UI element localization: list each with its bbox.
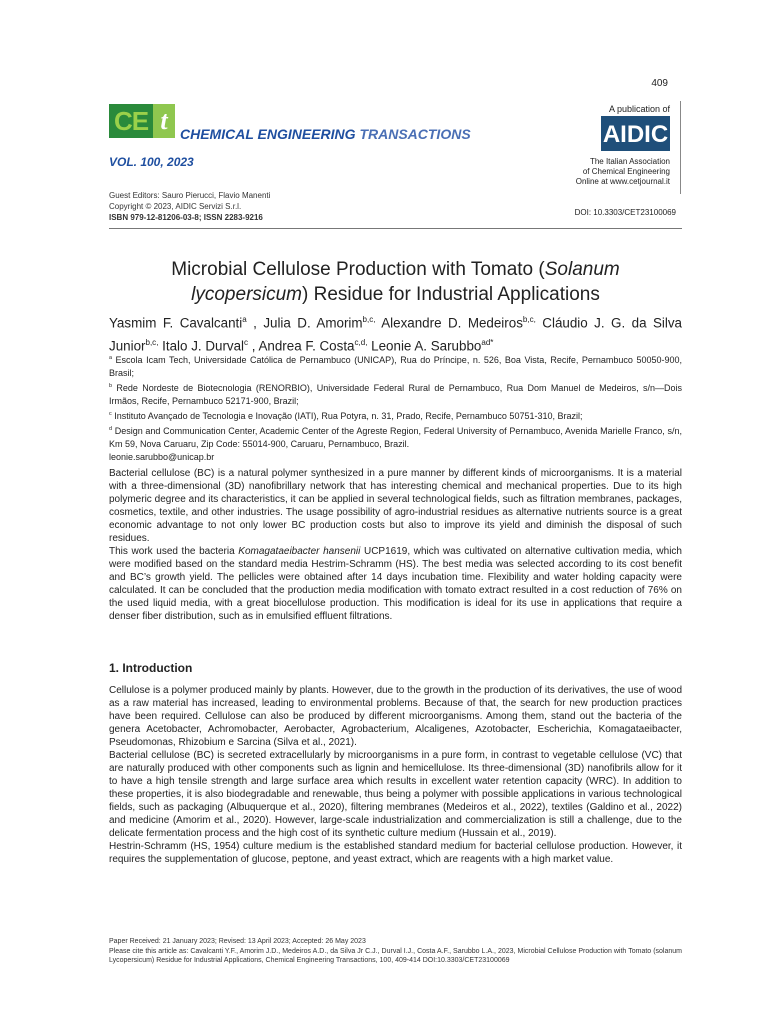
affiliation-item: $^c$ Instituto Avançado de Tecnologia e Inovação (IATI), Rua Potyra, n. 31, Prado, Recife, Pernambuco 50751-310, Brazil; bbox=[109, 411, 583, 421]
volume: VOL. 100, 2023 bbox=[109, 155, 194, 169]
abstract bbox=[109, 467, 682, 623]
intro-paragraph: Cellulose is a polymer produced mainly by plants. However, due to the growth in the production of its derivatives, the use of wood as a raw material has increased, leading to environmental problems. Because of that, the search for new production practices have been required. Cellulose can also be produced by different microorganisms. Among them, stand out the bacteria of the genera Acetobacter, Achromobacter, Aerobacter, Agrobacterium, Alcaligenes, Azotobacter, Escherichia, Komagataeibacter, Pseudomonas, Rhizobium e Sarcina (Silva et al., 2021). bbox=[109, 685, 682, 748]
association-info: The Italian Association of Chemical Engineering Online at www.cetjournal.it bbox=[575, 157, 670, 186]
section-heading: 1. Introduction bbox=[109, 661, 193, 675]
header-rule bbox=[109, 228, 682, 229]
intro-paragraph: Hestrin-Schramm (HS, 1954) culture medium is the established standard medium for bacterial cellulose production. However, it requires the supplementation of glucose, peptone, and yeast extract, which are reagents with a high market value. bbox=[109, 841, 682, 865]
authors: Yasmim F. Cavalcanti$^a$ , Julia D. Amorim$^{b,c,}$ Alexandre D. Medeiros$^{b,c,}$ Cláudio J. G. da Silva Junior$^{b,c,}$ Italo J. Durval$^c$ , Andrea F. Costa$^{c,d,}$ Leonie A. Sarubbo$^{ad*}$ bbox=[109, 315, 682, 354]
affiliation-item: $^a$ Escola Icam Tech, Universidade Católica de Pernambuco (UNICAP), Rua do Príncipe, n. 526, Boa Vista, Recife, Pernambuco 50050-900, Brasil; bbox=[109, 355, 682, 378]
editors-block: Guest Editors: Sauro Pierucci, Flavio Manenti Copyright © 2023, AIDIC Servizi S.r.l. ISBN 979-12-81206-03-8; ISSN 2283-9216 bbox=[109, 191, 271, 222]
cet-logo: CE t bbox=[109, 104, 175, 138]
affiliations bbox=[109, 352, 682, 464]
header-divider bbox=[680, 101, 681, 194]
affiliation-item: leonie.sarubbo@unicap.br bbox=[109, 452, 215, 462]
affiliation-item: $^d$ Design and Communication Center, Academic Center of the Agreste Region, Federal University of Pernambuco, Avenida Marielle Franco, s/n, Km 59, Nova Caruaru, Zip Code: 55014-900, Caruaru, Pernambuco, Brazil. bbox=[109, 426, 682, 449]
doi[interactable]: DOI: 10.3303/CET23100069 bbox=[574, 208, 676, 217]
introduction-body bbox=[109, 684, 682, 866]
affiliation-item: $^b$ Rede Nordeste de Biotecnologia (RENORBIO), Universidade Federal Rural de Pernambuco, Rua Dom Manuel de Medeiros, s/n—Dois Irmãos, Recife, Pernambuco 52171-900, Brazil; bbox=[109, 383, 682, 406]
page-number: 409 bbox=[651, 78, 668, 89]
footer: Paper Received: 21 January 2023; Revised: 13 April 2023; Accepted: 26 May 2023 Please cite this article as: Cavalcanti Y.F., Amorim J.D., Medeiros A.D., da Silva Jr C.J., Durval I.J., Costa A.F., Sarubbo L.A., 2023, Microbial Cellulose Production with Tomato (solanum Lycopersicum) Residue for Industrial Applications, Chemical Engineering Transactions, 100, 409-414 DOI:10.3303/CET23100069 bbox=[109, 938, 682, 964]
intro-paragraph: Bacterial cellulose (BC) is secreted extracellularly by microorganisms in a pure form, in contrast to vegetable cellulose (VC) that are naturally produced with other components such as lignin and hemicellulose. Its three-dimensional (3D) nanofibrils allow for it to have a high tensile strength and large surface area which results in excellent water retention capacity (WRC). In addition to these properties, it is also biodegradable and renewable, thus being a polymer with possible applications in various technological fields, such as packaging (Albuquerque et al., 2020), filtering membranes (Medeiros et al., 2022), textiles (Galdino et al., 2022) and medicine (Amorim et al., 2020). However, large-scale industrialization and commercialization is still a challenge, due to the delicate fermentation process and the high cost of its synthetic culture medium (Hussain et al., 2019). bbox=[109, 750, 682, 839]
abstract-paragraph: Bacterial cellulose (BC) is a natural polymer synthesized in a pure manner by different kinds of microorganisms. It is a material with a three-dimensional (3D) nanofibrillary network that has interesting chemical and mechanical properties. Due to its high polymeric degree and its characteristics, it can be applied in several technological fields, such as filtration membranes, packages, cosmetics, textile, and other industries. The usage possibility of agro-industrial residues as alternative nutrients source is a great economic advantage to not only lower BC production costs but also to improve its yield and diminish the disposal of such residues. bbox=[109, 468, 682, 544]
aidic-logo: AIDIC bbox=[601, 116, 670, 151]
paper-title: Microbial Cellulose Production with Tomato (Solanum lycopersicum) Residue for Industrial Applications bbox=[171, 259, 620, 305]
journal-name: CHEMICAL ENGINEERING TRANSACTIONS bbox=[180, 126, 471, 142]
abstract-paragraph: This work used the bacteria Komagataeibacter hansenii UCP1619, which was cultivated on alternative cultivation media, which were modified based on the standard media Hestrim-Schramm (HS). The best media was selected according to its cost benefit and BC’s growth yield. The pellicles were obtained after 14 days incubation time. Flexibility and water holding capacity were calculated. It can be concluded that the production media modification with tomato extract resulted in a cost reduction of 76% on the used liquid media, with a great biocellulose production. This modification is ideal for its use in applications that require a denser fiber distribution, such as in emulsified effluent filtrations. bbox=[109, 546, 682, 622]
publication-of: A publication of bbox=[608, 104, 670, 114]
